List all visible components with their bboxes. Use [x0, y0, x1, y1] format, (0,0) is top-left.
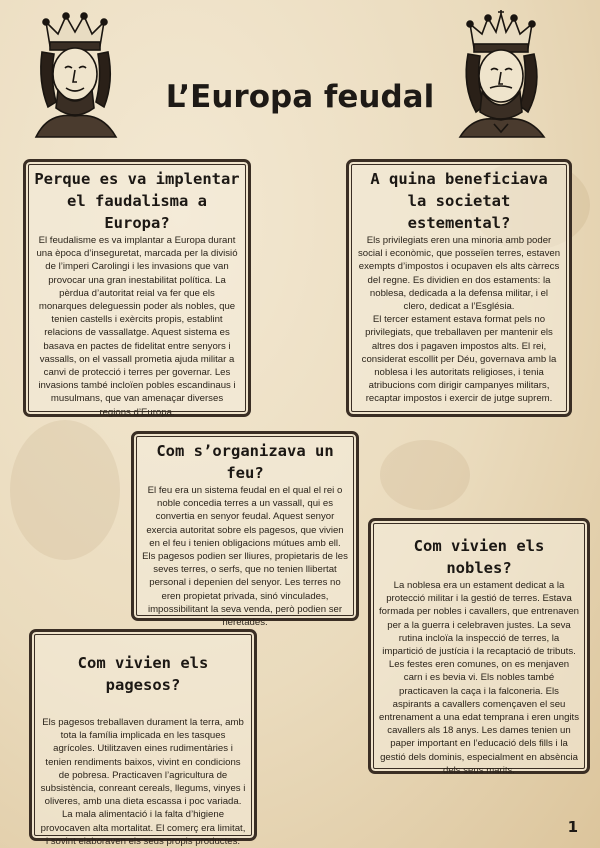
section-body: El feudalisme es va implantar a Europa durant una època d’inseguretat, marcada per la divisió de l’imperi Carolingi i les invasions que van provocar una gran inestabilitat política. La pèrdua d’autoritat reial va fer que els monarques deleguessin poder als nobles, que tenien castells i exèrcits propis, establint relacions de vassallatge. Aquest sistema es basava en pactes de fidelitat entre senyors i vassalls, on el vassall prometia ajuda militar a canvi de protecció i terres per governar. Les invasions també incloïen pobles escandinaus i musulmans, que van amenaçar diverses regions d’Europa. [36, 235, 238, 418]
section-body: Els pagesos treballaven durament la terra, amb tota la família implicada en les tasques agrícoles. Utilitzaven eines rudimentàries i tenien rendiments baixos, vivint en condicions de pobresa. Practicaven l’agricultura de subsistència, conreant cereals, llegums, vinyes i oliveres, amb una dieta escassa i poc variada. La mala alimentació i la falta d’higiene provocaven alta mortalitat. El comerç era limitat, i sovint elaboraven els seus propis productes. [40, 717, 246, 847]
page-number: 1 [567, 818, 578, 836]
section-peasants-life [29, 629, 257, 847]
king-portrait-left-icon [28, 12, 123, 137]
page-title: L’Europa feudal [165, 78, 435, 115]
section-estate-society [346, 159, 572, 417]
paper-stain [380, 440, 470, 510]
section-body: La noblesa era un estament dedicat a la protecció militar i la gestió de terres. Estava formada per nobles i cavallers, que entrenaven per a la guerra i celebraven justes. La seva rutina incloïa la inspecció de terres, la impartició de justícia i la recaptació de tributs. Les festes eren comunes, on es menjaven carn i es bevia vi. Els nobles també practicaven la caça i la falconeria. Els aspirants a cavallers començaven el seu entrenament a una edat temprana i eren ungits cavallers als 18 anys. Les dames tenien un paper important en l’educació dels fills i la gestió dels dominis, especialment en absència dels seus marits. [379, 580, 580, 776]
section-heading: Com vivien els pagesos? [77, 654, 209, 694]
section-fief-organization [131, 431, 359, 629]
paper-stain [10, 420, 120, 560]
king-portrait-right-icon [454, 12, 549, 137]
section-nobles-life [368, 518, 590, 774]
section-heading: Com vivien els nobles? [413, 537, 545, 577]
section-heading: A quina beneficiava la societat estemental? [370, 170, 548, 232]
section-heading: Perque es va implentar el faudalisma a Europa? [34, 170, 240, 232]
section-body: El feu era un sistema feudal en el qual el rei o noble concedia terres a un vassall, qui es convertia en senyor feudal. Aquest senyor exercia autoritat sobre els pagesos, que vivien en el feu i tenien obligacions mútues amb ell. Els pagesos podien ser lliures, propietaris de les seves terres, o serfs, que no tenien llibertat personal i depenien del senyor. Les terres no eren propietat privada, sinó vinculades, impossibilitant la seva venda, però podien ser heretades. [142, 485, 348, 629]
section-why-feudalism [23, 159, 251, 417]
section-body: Els privilegiats eren una minoria amb poder social i econòmic, que posseïen terres, estaven exempts d’impostos i ocupaven els alts càrrecs del regne. Es dividien en dos estaments: la noblesa, dedicada a la defensa militar, i el clero, dedicat a l’Església. El tercer estament estava format pels no privilegiats, que treballaven per mantenir els altres dos i pagaven impostos alts. El rei, considerat escollit per Déu, governava amb la noblesa i les autoritats religioses, i tenia atribucions com dirigir campanyes militars, recaptar impostos i exercir de jutge suprem. [357, 235, 561, 405]
section-heading: Com s’organizava un feu? [156, 442, 334, 482]
